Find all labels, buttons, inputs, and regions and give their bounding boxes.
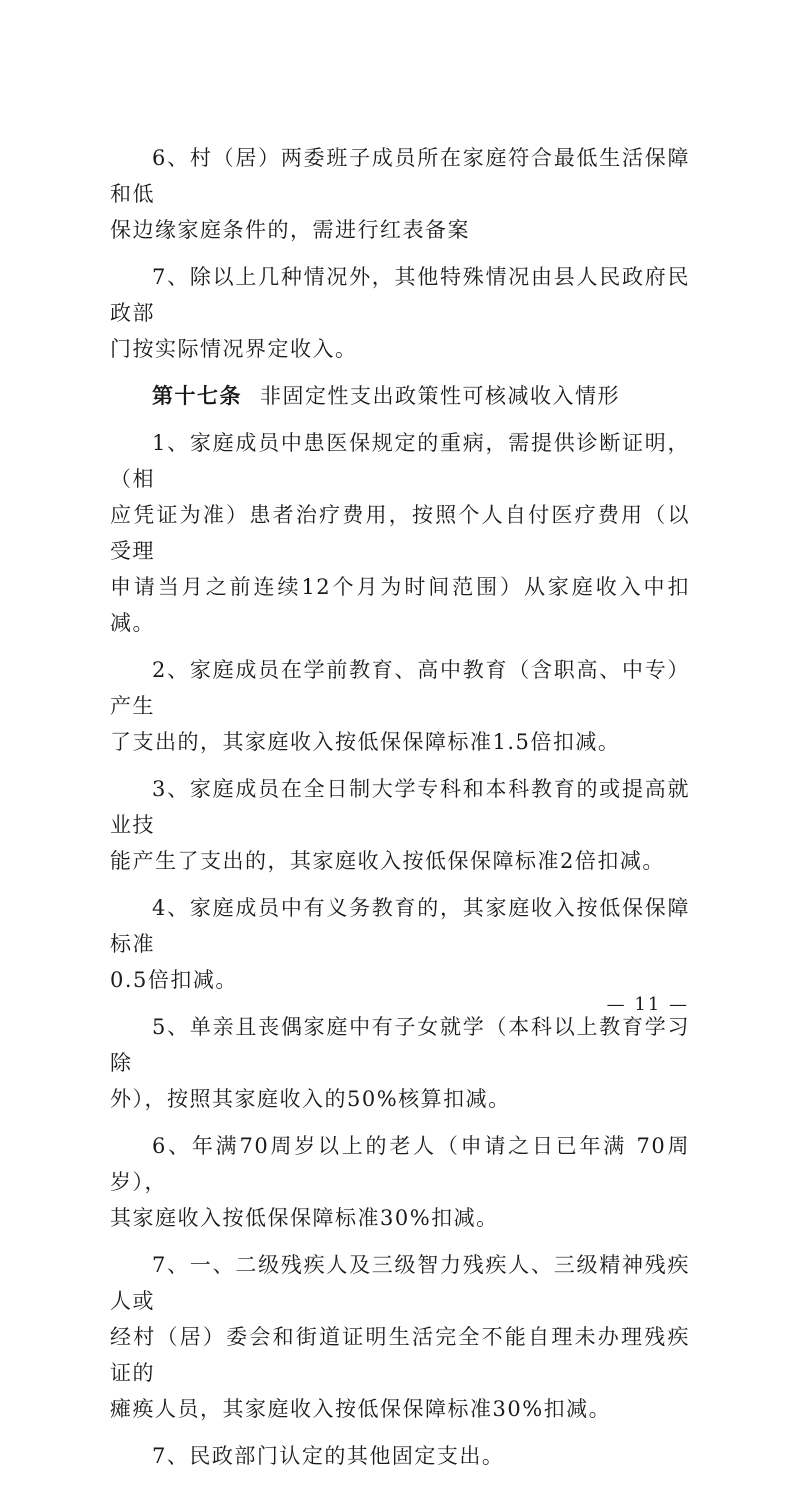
- text-line: 2、家庭成员在学前教育、高中教育（含职高、中专）产生: [110, 658, 690, 718]
- paragraph-6-elderly: [110, 1128, 690, 1236]
- text-line: 申请当月之前连续12个月为时间范围）从家庭收入中扣减。: [110, 575, 690, 635]
- text-line: 6、村（居）两委班子成员所在家庭符合最低生活保障和低: [110, 146, 690, 206]
- text-line: 经村（居）委会和街道证明生活完全不能自理未办理残疾证的: [110, 1325, 690, 1385]
- text-line: 应凭证为准）患者治疗费用，按照个人自付医疗费用（以受理: [110, 503, 690, 563]
- text-line: 4、家庭成员中有义务教育的，其家庭收入按低保保障标准: [110, 896, 690, 956]
- paragraph-3-university: [110, 771, 690, 879]
- paragraph-1-serious-illness: [110, 425, 690, 641]
- paragraph-2-preschool-highschool: [110, 652, 690, 760]
- paragraph-6-village-committee: [110, 140, 690, 248]
- paragraph-7-disability: [110, 1247, 690, 1427]
- article-number: 第十七条: [152, 383, 242, 408]
- article-title: 非固定性支出政策性可核减收入情形: [260, 384, 620, 408]
- document-body: [110, 140, 690, 1485]
- text-line: 能产生了支出的，其家庭收入按低保保障标准2倍扣减。: [110, 849, 665, 873]
- text-line: 门按实际情况界定收入。: [110, 337, 358, 361]
- text-line: 7、除以上几种情况外，其他特殊情况由县人民政府民政部: [110, 265, 690, 325]
- paragraph-5-single-parent: [110, 1009, 690, 1117]
- text-line: 7、一、二级残疾人及三级智力残疾人、三级精神残疾人或: [110, 1253, 690, 1313]
- text-line: 5、单亲且丧偶家庭中有子女就学（本科以上教育学习除: [110, 1015, 690, 1075]
- text-line: 其家庭收入按低保保障标准30%扣减。: [110, 1206, 499, 1230]
- text-line: 瘫痪人员，其家庭收入按低保保障标准30%扣减。: [110, 1397, 612, 1421]
- text-line: 外），按照其家庭收入的50%核算扣减。: [110, 1087, 511, 1111]
- text-line: 6、年满70周岁以上的老人（申请之日已年满 70周岁），: [110, 1134, 690, 1194]
- text-line: 了支出的，其家庭收入按低保保障标准1.5倍扣减。: [110, 730, 621, 754]
- article-17-heading: [110, 378, 690, 414]
- paragraph-7-other-expenses: [110, 1438, 690, 1474]
- text-line: 3、家庭成员在全日制大学专科和本科教育的或提高就业技: [110, 777, 690, 837]
- text-line: 0.5倍扣减。: [110, 968, 238, 992]
- text-line: 1、家庭成员中患医保规定的重病，需提供诊断证明，（相: [110, 431, 690, 491]
- text-line: 保边缘家庭条件的，需进行红表备案: [110, 218, 470, 242]
- paragraph-4-compulsory-education: [110, 890, 690, 998]
- page-number: — 11 —: [606, 994, 689, 1015]
- text-line: 7、民政部门认定的其他固定支出。: [152, 1444, 505, 1468]
- paragraph-7-other-cases: [110, 259, 690, 367]
